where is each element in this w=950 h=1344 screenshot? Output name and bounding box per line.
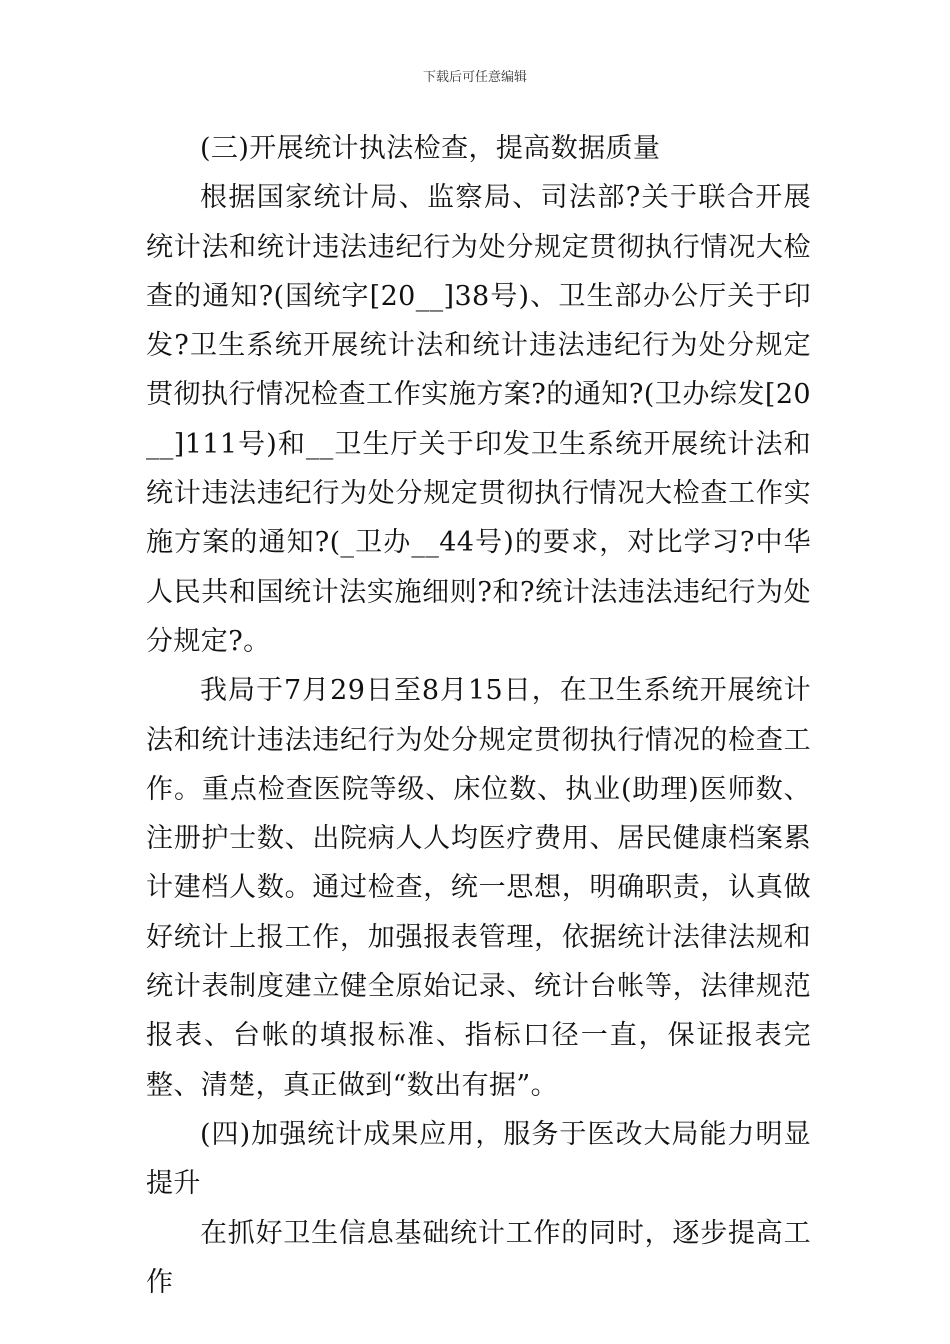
paragraph-notice-basis: 根据国家统计局、监察局、司法部?关于联合开展统计法和统计违法违纪行为处分规定贯彻执行情况大检查的通知?(国统字[20__]38号)、卫生部办公厅关于印发?卫生系统开展统计法和统计违法违纪行为处分规定贯彻执行情况检查工作实施方案?的通知?(卫办综发[20__]111号)和__卫生厅关于印发卫生系统开展统计法和统计违法违纪行为处分规定贯彻执行情况大检查工作实施方案的通知?(_卫办__44号)的要求，对比学习?中华人民共和国统计法实施细则?和?统计法违法违纪行为处分规定?。 [146,182,811,657]
page-header-note: 下载后可任意编辑 [422,70,527,85]
paragraph-statistics-work: 在抓好卫生信息基础统计工作的同时，逐步提高工作 [146,1217,811,1298]
section-heading-3: (三)开展统计执法检查，提高数据质量 [200,133,661,164]
document-body [146,124,811,1307]
section-heading-4: (四)加强统计成果应用，服务于医改大局能力明显提升 [146,1118,811,1200]
paragraph-inspection-work: 我局于7月29日至8月15日，在卫生系统开展统计法和统计违法违纪行为处分规定贯彻执行情况的检查工作。重点检查医院等级、床位数、执业(助理)医师数、注册护士数、出院病人人均医疗费用、居民健康档案累计建档人数。通过检查，统一思想，明确职责，认真做好统计上报工作，加强报表管理，依据统计法律法规和统计表制度建立健全原始记录、统计台帐等，法律规范报表、台帐的填报标准、指标口径一直，保证报表完整、清楚，真正做到“数出有据”。 [146,675,811,1101]
